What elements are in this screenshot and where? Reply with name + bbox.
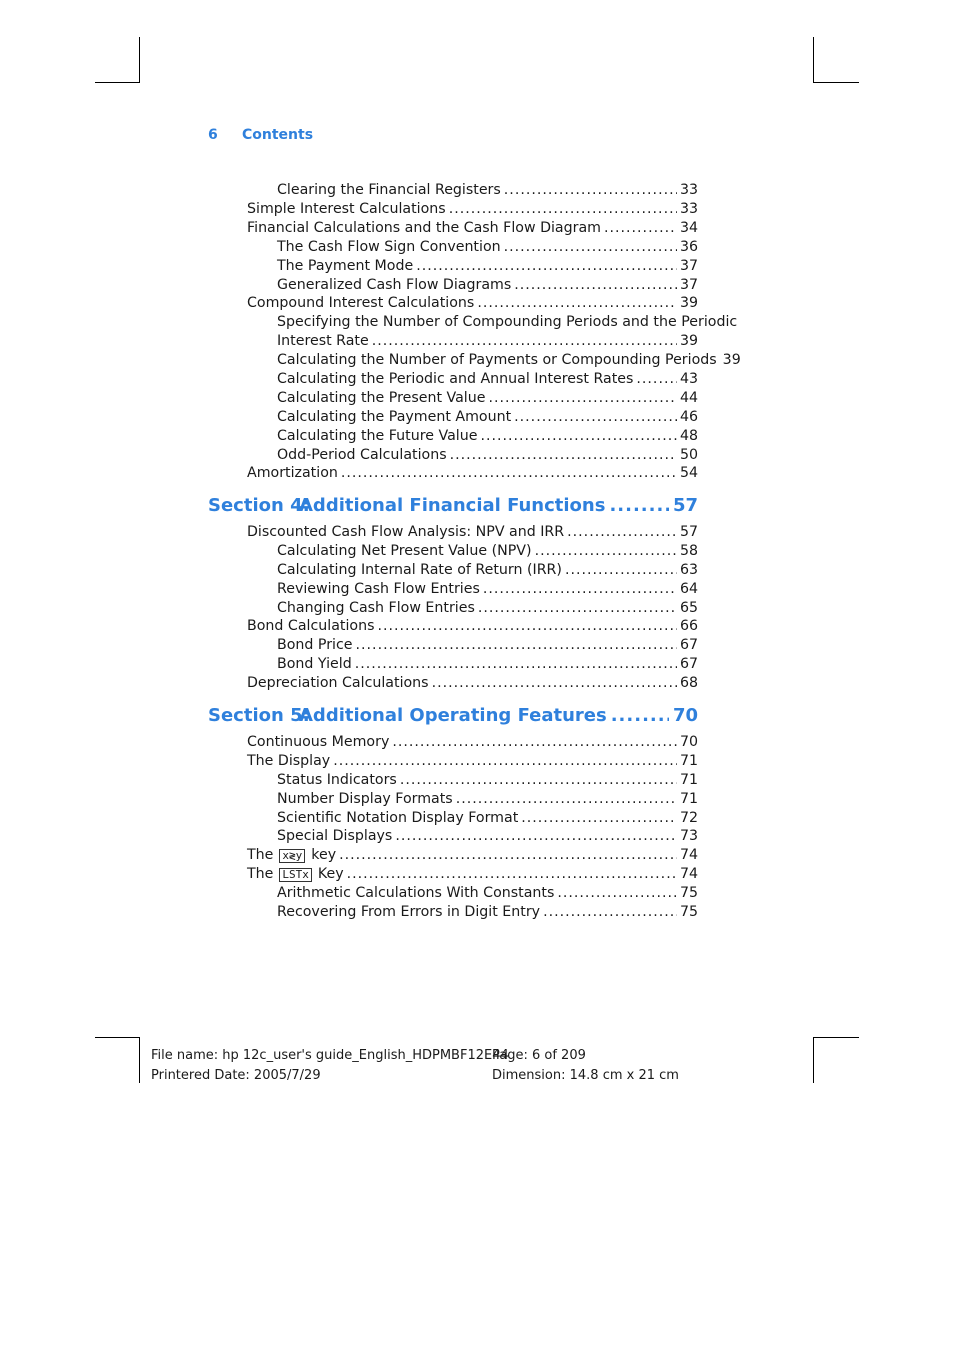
toc-entry-title: The Display [247,753,331,769]
toc-entry-page: 71 [679,772,698,788]
toc-entry[interactable] [277,408,698,427]
toc-entry[interactable] [247,865,698,884]
toc-entry[interactable] [277,332,698,351]
crop-mark [139,37,140,82]
toc-entry-page: 71 [679,791,698,807]
dot-leader [488,389,676,408]
toc-entry[interactable] [247,733,698,752]
toc-entry[interactable] [277,276,698,295]
crop-mark [813,1037,814,1083]
toc-entry-page: 70 [679,734,698,750]
toc-entry-title: Calculating Net Present Value (NPV) [277,543,532,559]
toc-entry[interactable] [277,238,698,257]
toc-entry[interactable] [247,464,698,483]
toc-entry[interactable] [277,370,698,389]
dot-leader [356,636,677,655]
dot-leader [567,523,677,542]
dot-leader [416,257,677,276]
toc-entry-title: The [247,866,274,882]
crop-mark [95,1037,140,1038]
toc-entry[interactable] [247,219,698,238]
dot-leader [339,846,677,865]
running-header [208,127,313,143]
dot-leader [432,674,677,693]
section-page: 57 [672,495,698,516]
toc-entry[interactable] [277,181,698,200]
header-title: Contents [242,127,314,143]
dot-leader [483,580,677,599]
toc-entry-title: Calculating the Number of Payments or Compounding Periods [277,352,717,368]
dot-leader [535,542,677,561]
toc-entry[interactable] [277,903,698,922]
header-page-number: 6 [208,127,218,143]
toc-entry-page: 74 [679,866,698,882]
toc-entry-page: 65 [679,600,698,616]
toc-entry-title: Clearing the Financial Registers [277,182,501,198]
toc-entry-title: Interest Rate [277,333,369,349]
toc-entry-page: 50 [679,447,698,463]
toc-entry-page: 43 [679,371,698,387]
section-page: 70 [672,705,698,726]
toc-entry-title: Generalized Cash Flow Diagrams [277,277,512,293]
toc-entry-title: Amortization [247,465,338,481]
dot-leader [395,827,677,846]
dot-leader [609,495,668,516]
dot-leader [341,464,677,483]
toc-entry-page: 44 [679,390,698,406]
toc-entry-page: 75 [679,904,698,920]
dot-leader [504,181,677,200]
toc-entry-title: Special Displays [277,828,393,844]
calculator-key-icon: LSTx [279,868,312,882]
toc-entry-page: 33 [679,201,698,217]
dot-leader [557,884,677,903]
toc-entry-page: 63 [679,562,698,578]
toc-entry-page: 58 [679,543,698,559]
footer-file-name: File name: hp 12c_user's guide_English_HDPMBF12E44 [151,1048,509,1063]
crop-mark [139,1037,140,1083]
toc-entry-title: Continuous Memory [247,734,390,750]
toc-entry-title: The Payment Mode [277,258,414,274]
dot-leader [504,238,677,257]
toc-entry-page: 57 [679,524,698,540]
dot-leader [514,408,677,427]
toc-entry[interactable] [277,655,698,674]
toc-entry-page: 67 [679,637,698,653]
toc-entry-page: 71 [679,753,698,769]
toc-entry[interactable] [277,389,698,408]
dot-leader [392,733,677,752]
toc-entry[interactable] [277,542,698,561]
section-heading[interactable] [208,705,698,729]
toc-entry-title: Specifying the Number of Compounding Periods and the Periodic [277,314,738,330]
section-label: Section 5: [208,705,310,726]
toc-entry[interactable] [247,617,698,636]
toc-entry-page: 46 [679,409,698,425]
toc-entry[interactable] [247,523,698,542]
toc-entry-page: 74 [679,847,698,863]
toc-entry-page: 64 [679,581,698,597]
footer-page: Page: 6 of 209 [492,1048,586,1063]
dot-leader [477,294,677,313]
crop-mark [95,82,140,83]
toc-entry-title: Calculating the Payment Amount [277,409,512,425]
dot-leader [355,655,677,674]
toc-entry-page: 54 [679,465,698,481]
toc-entry[interactable] [277,580,698,599]
toc-entry-title: The Cash Flow Sign Convention [277,239,501,255]
toc-entry-title: Reviewing Cash Flow Entries [277,581,480,597]
dot-leader [456,790,677,809]
section-title: Additional Operating Features [299,705,607,726]
toc-entry[interactable] [277,313,738,332]
toc-entry-page: 36 [679,239,698,255]
calculator-key-icon: x≷y [279,849,305,863]
toc-entry-title: Scientific Notation Display Format [277,810,519,826]
dot-leader [543,903,677,922]
toc-entry-title: Financial Calculations and the Cash Flow Diagram [247,220,601,236]
dot-leader [521,809,677,828]
toc-entry-title: Number Display Formats [277,791,453,807]
toc-entry[interactable] [277,790,698,809]
toc-entry-title: The [247,847,274,863]
toc-entry-title: Discounted Cash Flow Analysis: NPV and IRR [247,524,565,540]
toc-entry-title: Status Indicators [277,772,397,788]
toc-entry-title: Simple Interest Calculations [247,201,446,217]
toc-entry-page: 66 [679,618,698,634]
toc-entry[interactable] [247,752,698,771]
toc-entry[interactable] [277,257,698,276]
toc-entry-page: 48 [679,428,698,444]
toc-entry-page: 34 [679,220,698,236]
toc-entry[interactable] [277,446,698,465]
dot-leader [400,771,677,790]
toc-entry-title: Bond Calculations [247,618,375,634]
section-label: Section 4: [208,495,310,516]
toc-entry-page: 67 [679,656,698,672]
toc-entry[interactable] [277,827,698,846]
toc-entry-page: 33 [679,182,698,198]
dot-leader [478,599,677,618]
dot-leader [333,752,677,771]
dot-leader [611,705,669,726]
toc-entry[interactable] [277,561,698,580]
toc-entry[interactable] [277,636,698,655]
dot-leader [636,370,677,389]
toc-entry-title: Calculating the Present Value [277,390,486,406]
toc-entry-title: Calculating Internal Rate of Return (IRR) [277,562,562,578]
footer-printed-date: Printered Date: 2005/7/29 [151,1068,321,1083]
toc-entry-page: 39 [722,352,741,368]
toc-entry[interactable] [277,809,698,828]
toc-entry[interactable] [247,674,698,693]
toc-entry-title: Compound Interest Calculations [247,295,475,311]
toc-entry-title-suffix: Key [317,866,344,882]
footer-dimension: Dimension: 14.8 cm x 21 cm [492,1068,679,1083]
toc-entry-page: 39 [679,295,698,311]
dot-leader [377,617,676,636]
dot-leader [449,200,677,219]
toc-entry[interactable] [277,884,698,903]
toc-entry[interactable] [277,771,698,790]
toc-entry[interactable] [277,351,741,370]
toc-entry-title: Bond Yield [277,656,352,672]
toc-entry-page: 37 [679,258,698,274]
dot-leader [450,446,677,465]
toc-entry-page: 75 [679,885,698,901]
dot-leader [347,865,677,884]
section-title: Additional Financial Functions [299,495,606,516]
toc-entry[interactable] [277,599,698,618]
dot-leader [480,427,677,446]
toc-entry[interactable] [247,200,698,219]
toc-entry-title: Calculating the Periodic and Annual Interest Rates [277,371,634,387]
toc-entry[interactable] [247,294,698,313]
toc-entry-page: 73 [679,828,698,844]
crop-mark [813,82,859,83]
toc-entry-title: Recovering From Errors in Digit Entry [277,904,541,920]
toc-entry[interactable] [247,846,698,865]
toc-entry-title: Bond Price [277,637,353,653]
dot-leader [514,276,677,295]
crop-mark [813,1037,859,1038]
toc-entry-page: 68 [679,675,698,691]
toc-entry[interactable] [277,427,698,446]
dot-leader [372,332,677,351]
dot-leader [565,561,677,580]
toc-entry-page: 39 [679,333,698,349]
toc-entry-title: Calculating the Future Value [277,428,478,444]
section-heading[interactable] [208,495,698,519]
toc-entry-title: Depreciation Calculations [247,675,429,691]
crop-mark [813,37,814,82]
toc-entry-title: Odd-Period Calculations [277,447,447,463]
toc-entry-title: Arithmetic Calculations With Constants [277,885,555,901]
toc-entry-page: 72 [679,810,698,826]
toc-entry-title: Changing Cash Flow Entries [277,600,475,616]
toc-entry-title-suffix: key [311,847,337,863]
dot-leader [604,219,677,238]
toc-entry-page: 37 [679,277,698,293]
